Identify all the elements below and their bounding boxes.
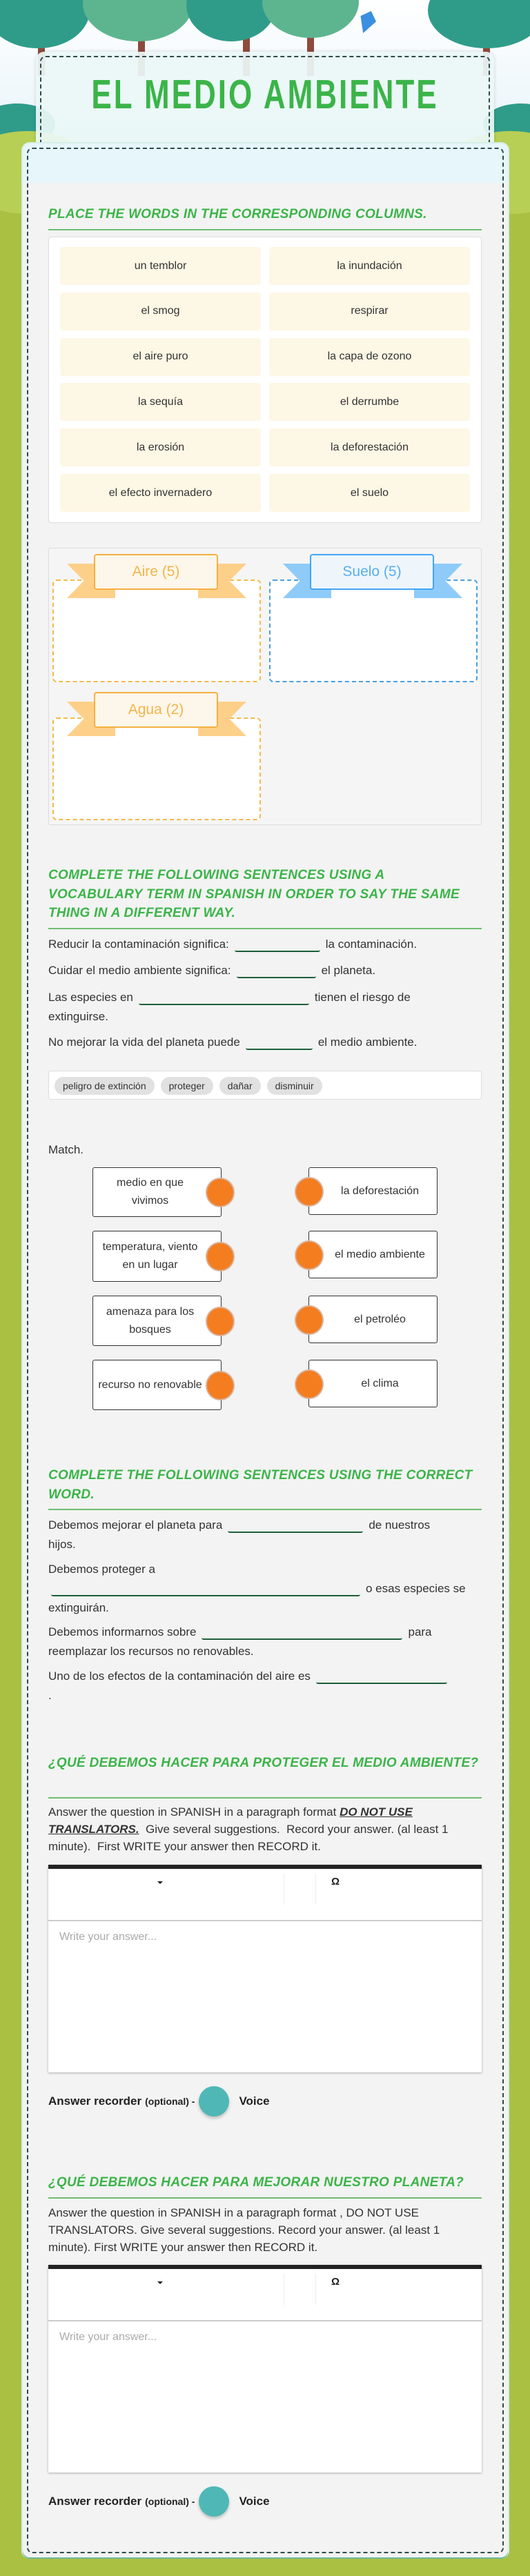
word-tile[interactable]: la deforestación: [269, 428, 470, 466]
word-tile[interactable]: la inundación: [269, 247, 470, 285]
section-heading-q2: ¿QUÉ DEBEMOS HACER PARA MEJORAR NUESTRO PLANETA?: [48, 2175, 464, 2190]
match-connector-handle[interactable]: [206, 1178, 235, 1207]
word-tile[interactable]: respirar: [269, 293, 470, 330]
sentence: Debemos proteger a o esas especies se extinguirán.: [48, 1563, 466, 1614]
divider: [48, 928, 482, 929]
answer-recorder: Answer recorder (optional) - Voice: [48, 2086, 270, 2117]
word-chip[interactable]: proteger: [161, 1077, 213, 1095]
record-button[interactable]: [199, 2086, 229, 2117]
sentence: Debemos informarnos sobre para reemplazar los recursos no renovables.: [48, 1625, 432, 1658]
match-connector-handle[interactable]: [295, 1240, 324, 1270]
recorder-mode: Voice: [239, 2094, 270, 2108]
divider: [48, 2197, 482, 2199]
word-tile[interactable]: el efecto invernadero: [60, 474, 261, 512]
word-chip[interactable]: dañar: [219, 1077, 261, 1095]
answer-textarea[interactable]: [48, 1921, 482, 2068]
word-chip[interactable]: peligro de extinción: [55, 1077, 155, 1095]
sentence: Las especies en tienen el riesgo de extinguirse.: [48, 991, 411, 1023]
editor-toolbar: [48, 2265, 482, 2321]
divider: [48, 1797, 482, 1799]
section-heading-columns: PLACE THE WORDS IN THE CORRESPONDING COLUMNS.: [48, 207, 427, 221]
section-heading-vocab: COMPLETE THE FOLLOWING SENTENCES USING A VOCABULARY TERM IN SPANISH IN ORDER TO SAY THE SAME THING IN A DIFFERENT WAY.: [48, 868, 460, 920]
blank-input[interactable]: [202, 1625, 402, 1640]
blank-drop-target[interactable]: [237, 963, 316, 978]
special-character-icon[interactable]: Ω: [331, 1876, 340, 1888]
blank-drop-target[interactable]: [246, 1035, 313, 1050]
word-tile[interactable]: el suelo: [269, 474, 470, 512]
blank-input[interactable]: [316, 1669, 447, 1684]
answer-recorder: Answer recorder (optional) - Voice: [48, 2486, 270, 2517]
match-left-item[interactable]: medio en que vivimos: [92, 1167, 222, 1217]
sentence: Debemos mejorar el planeta para de nuestros hijos.: [48, 1518, 431, 1551]
word-bank-chips: [48, 1071, 482, 1100]
instructions: Answer the question in SPANISH in a paragraph format DO NOT USE TRANSLATORS. Give several suggestions. Record your answer. (al least 1 minute). First WRITE your answer then RECORD it.: [48, 1805, 452, 1853]
blank-input[interactable]: [228, 1518, 363, 1533]
section-heading-q1: ¿QUÉ DEBEMOS HACER PARA PROTEGER EL MEDIO AMBIENTE?: [48, 1756, 479, 1770]
divider: [48, 229, 482, 230]
answer-editor: [48, 2265, 482, 2473]
match-right-item[interactable]: el petroléo: [308, 1296, 438, 1343]
recorder-mode: Voice: [239, 2495, 270, 2508]
word-tile[interactable]: el smog: [60, 293, 261, 330]
word-bank: [48, 237, 482, 523]
title-card: [36, 52, 494, 155]
word-tile[interactable]: un temblor: [60, 247, 261, 285]
special-character-icon[interactable]: Ω: [331, 2276, 340, 2288]
category-label-agua: Agua (2): [67, 692, 246, 736]
word-tile[interactable]: el derrumbe: [269, 383, 470, 421]
category-columns: [48, 548, 482, 825]
sentence: Cuidar el medio ambiente significa: el planeta.: [48, 964, 376, 977]
dropdown-caret-icon[interactable]: [157, 1881, 163, 1884]
sentence: Uno de los efectos de la contaminación del aire es .: [48, 1667, 482, 1705]
editor-toolbar: [48, 1865, 482, 1921]
match-left-item[interactable]: amenaza para los bosques: [92, 1296, 222, 1346]
record-button[interactable]: [199, 2486, 229, 2517]
match-right-item[interactable]: la deforestación: [308, 1167, 438, 1215]
match-connector-handle[interactable]: [206, 1371, 235, 1400]
instructions: Answer the question in SPANISH in a paragraph format , DO NOT USE TRANSLATORS. Give several suggestions. Record your answer. (al least 1 minute). First WRITE your answer then RECORD it.: [48, 2206, 440, 2254]
word-chip[interactable]: disminuir: [267, 1077, 322, 1095]
match-connector-handle[interactable]: [295, 1305, 324, 1335]
blank-drop-target[interactable]: [235, 937, 320, 952]
match-right-item[interactable]: el medio ambiente: [308, 1231, 438, 1278]
blank-drop-target[interactable]: [139, 990, 309, 1005]
page-title: EL MEDIO AMBIENTE: [91, 72, 439, 118]
match-right-item[interactable]: el clima: [308, 1360, 438, 1407]
match-connector-handle[interactable]: [206, 1242, 235, 1271]
match-label: Match.: [48, 1143, 84, 1156]
sentence: Reducir la contaminación significa: la contaminación.: [48, 938, 418, 951]
divider: [48, 1509, 482, 1510]
category-label-suelo: Suelo (5): [283, 554, 462, 598]
blank-input[interactable]: [51, 1581, 360, 1596]
section-heading-correct-word: COMPLETE THE FOLLOWING SENTENCES USING THE CORRECT WORD.: [48, 1468, 473, 1502]
word-tile[interactable]: la capa de ozono: [269, 338, 470, 376]
word-tile[interactable]: el aire puro: [60, 338, 261, 376]
match-connector-handle[interactable]: [295, 1177, 324, 1207]
match-left-item[interactable]: temperatura, viento en un lugar: [92, 1231, 222, 1282]
kite-icon: [355, 8, 379, 36]
category-label-aire: Aire (5): [67, 554, 246, 598]
word-tile[interactable]: la erosión: [60, 428, 261, 466]
word-tile[interactable]: la sequía: [60, 383, 261, 421]
match-connector-handle[interactable]: [295, 1369, 324, 1399]
dropdown-caret-icon[interactable]: [157, 2281, 163, 2284]
sentence: No mejorar la vida del planeta puede el medio ambiente.: [48, 1036, 418, 1049]
match-left-item[interactable]: recurso no renovable: [92, 1360, 222, 1410]
answer-editor: [48, 1865, 482, 2072]
answer-textarea[interactable]: [48, 2321, 482, 2468]
match-connector-handle[interactable]: [206, 1307, 235, 1336]
